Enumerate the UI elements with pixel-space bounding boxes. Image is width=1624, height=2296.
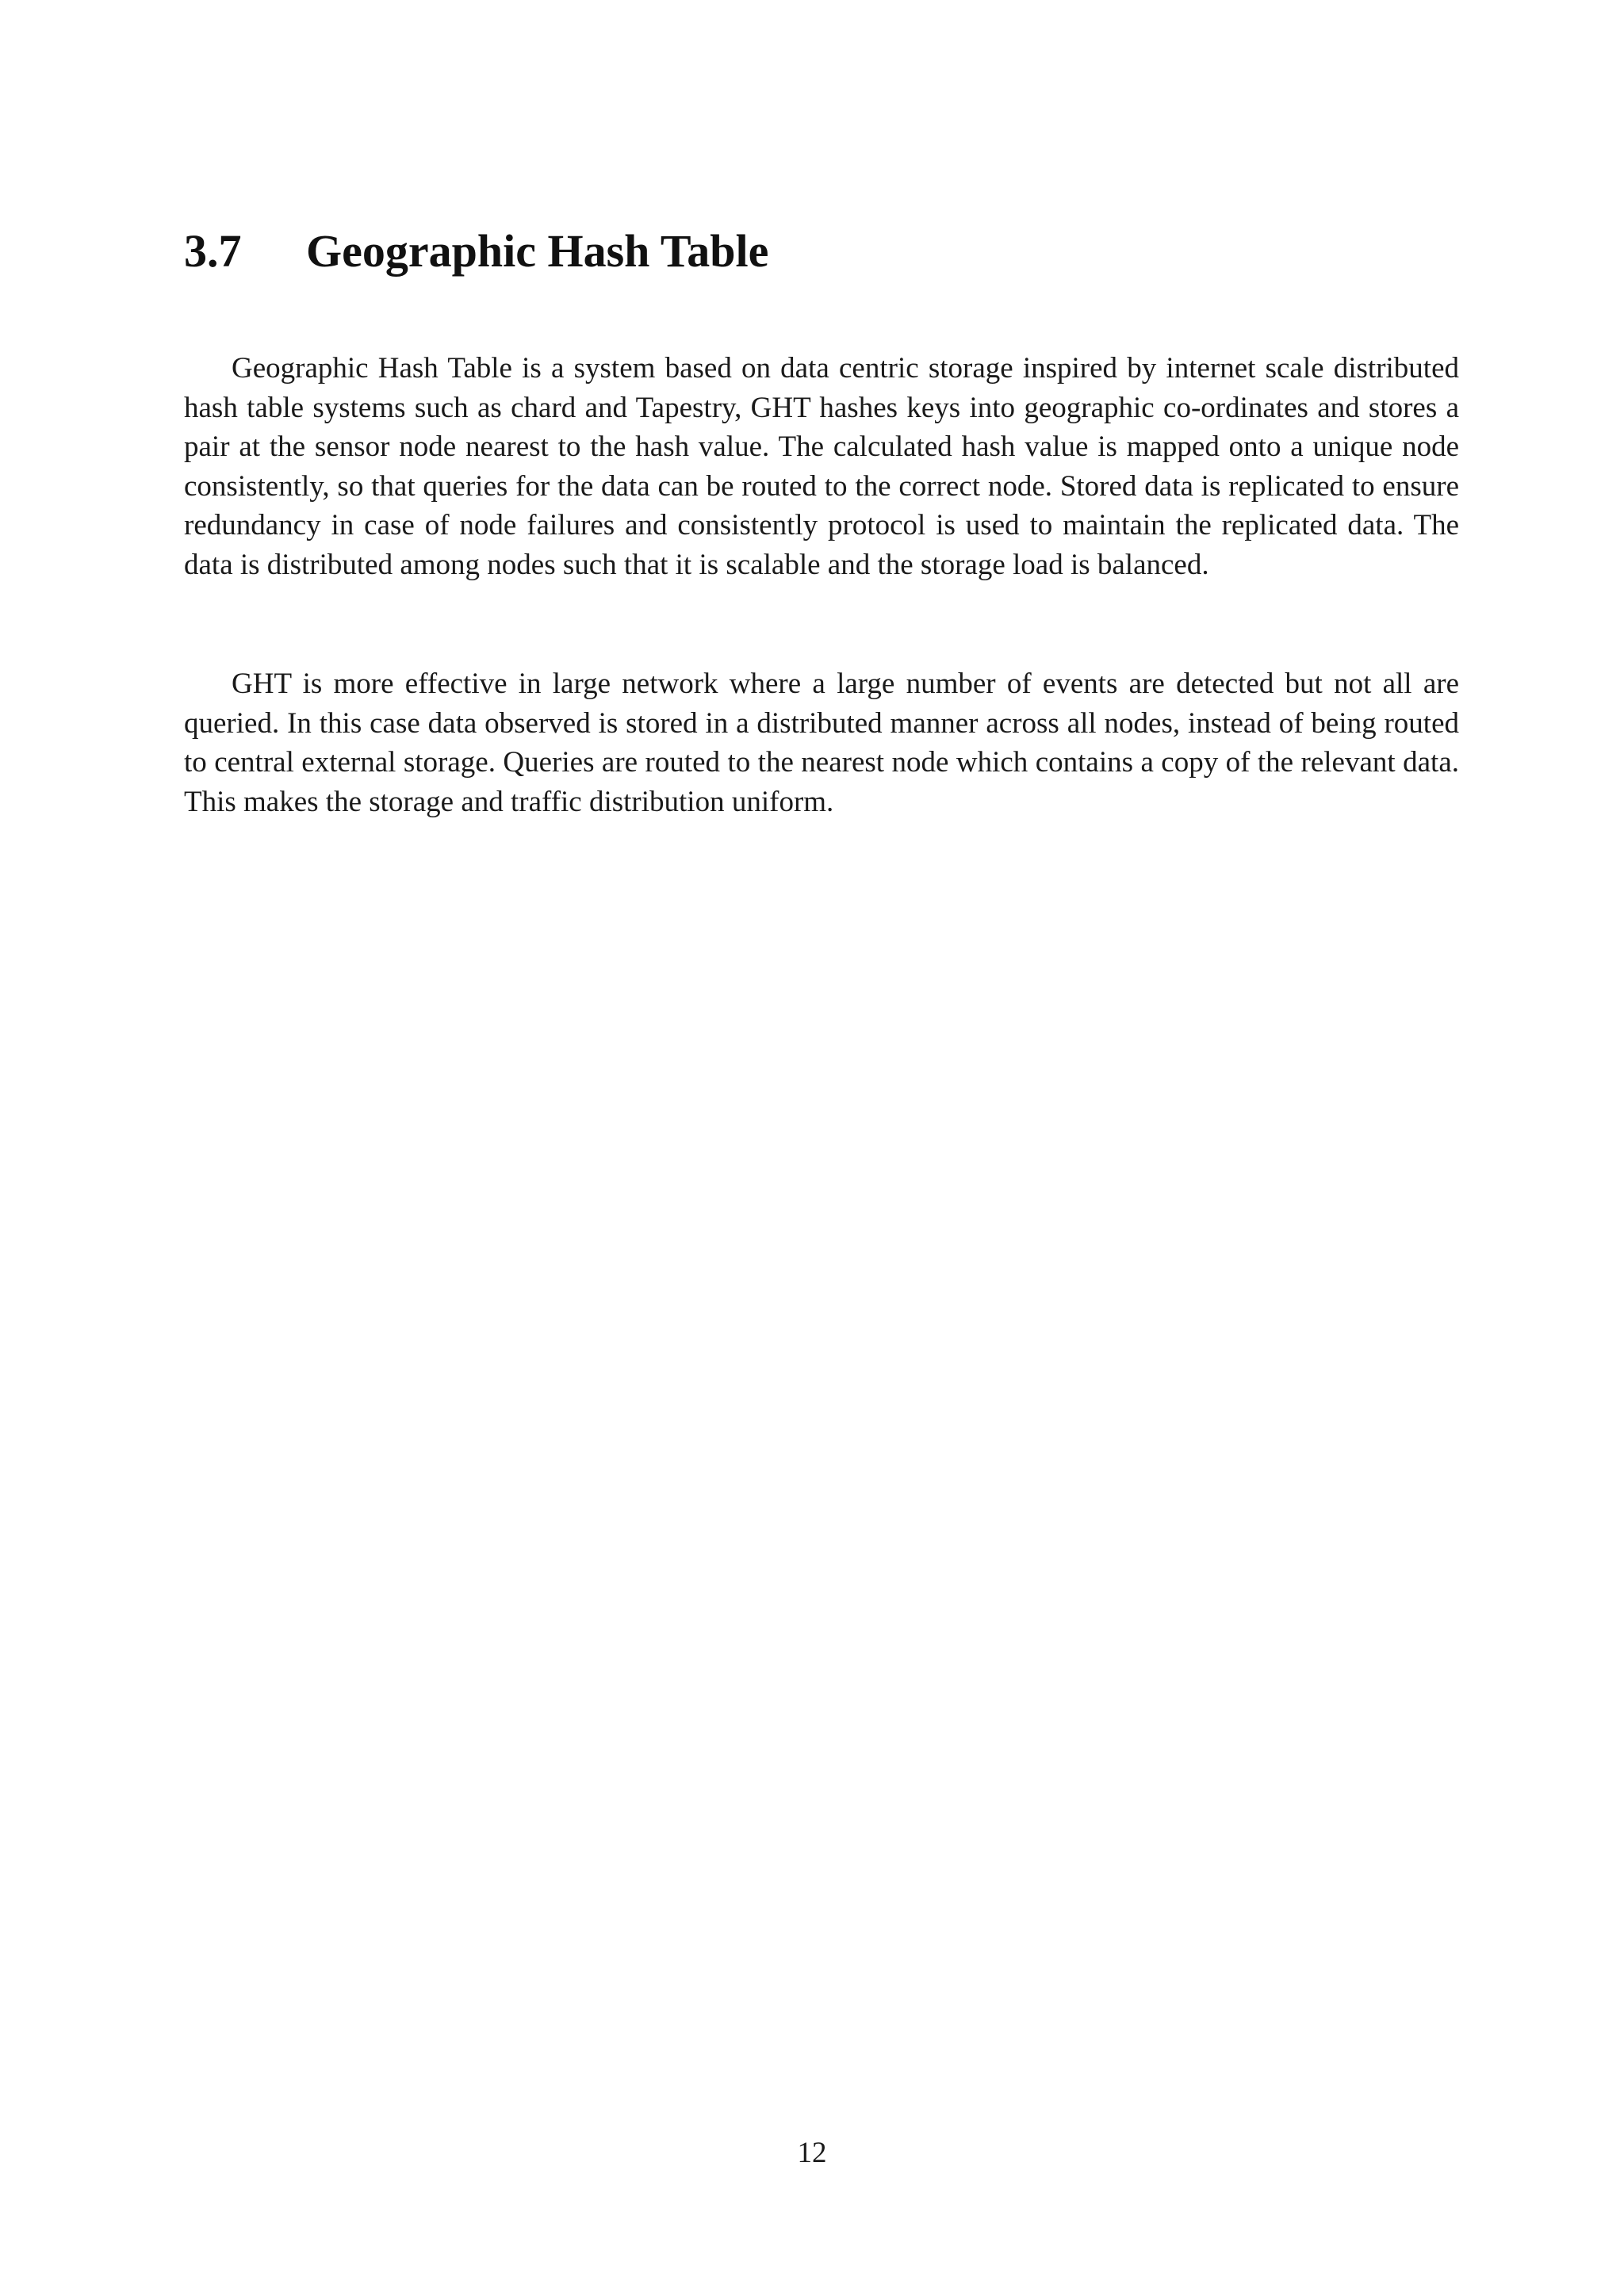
paragraph-2: GHT is more effective in large network where a large number of events are detected but not all are queried. In this case data observed is stored in a distributed manner across all nodes, instead of being routed to central external storage. Queries are routed to the nearest node which contains a copy of the relevant data. This makes the storage and traffic distribution uniform. [184,668,1459,818]
section-title: Geographic Hash Table [306,225,769,277]
paragraph-1: Geographic Hash Table is a system based on data centric storage inspired by internet scale distributed hash table systems such as chard and Tapestry, GHT hashes keys into geographic co-ordinates and stores a pair at the sensor node nearest to the hash value. The calculated hash value is mapped onto a unique node consistently, so that queries for the data can be routed to the correct node. Stored data is replicated to ensure redundancy in case of node failures and consistently protocol is used to maintain the replicated data. The data is distributed among nodes such that it is scalable and the storage load is balanced. [184,352,1459,581]
page-number: 12 [797,2137,827,2169]
section-number: 3.7 [184,225,242,277]
section-heading [184,224,768,279]
